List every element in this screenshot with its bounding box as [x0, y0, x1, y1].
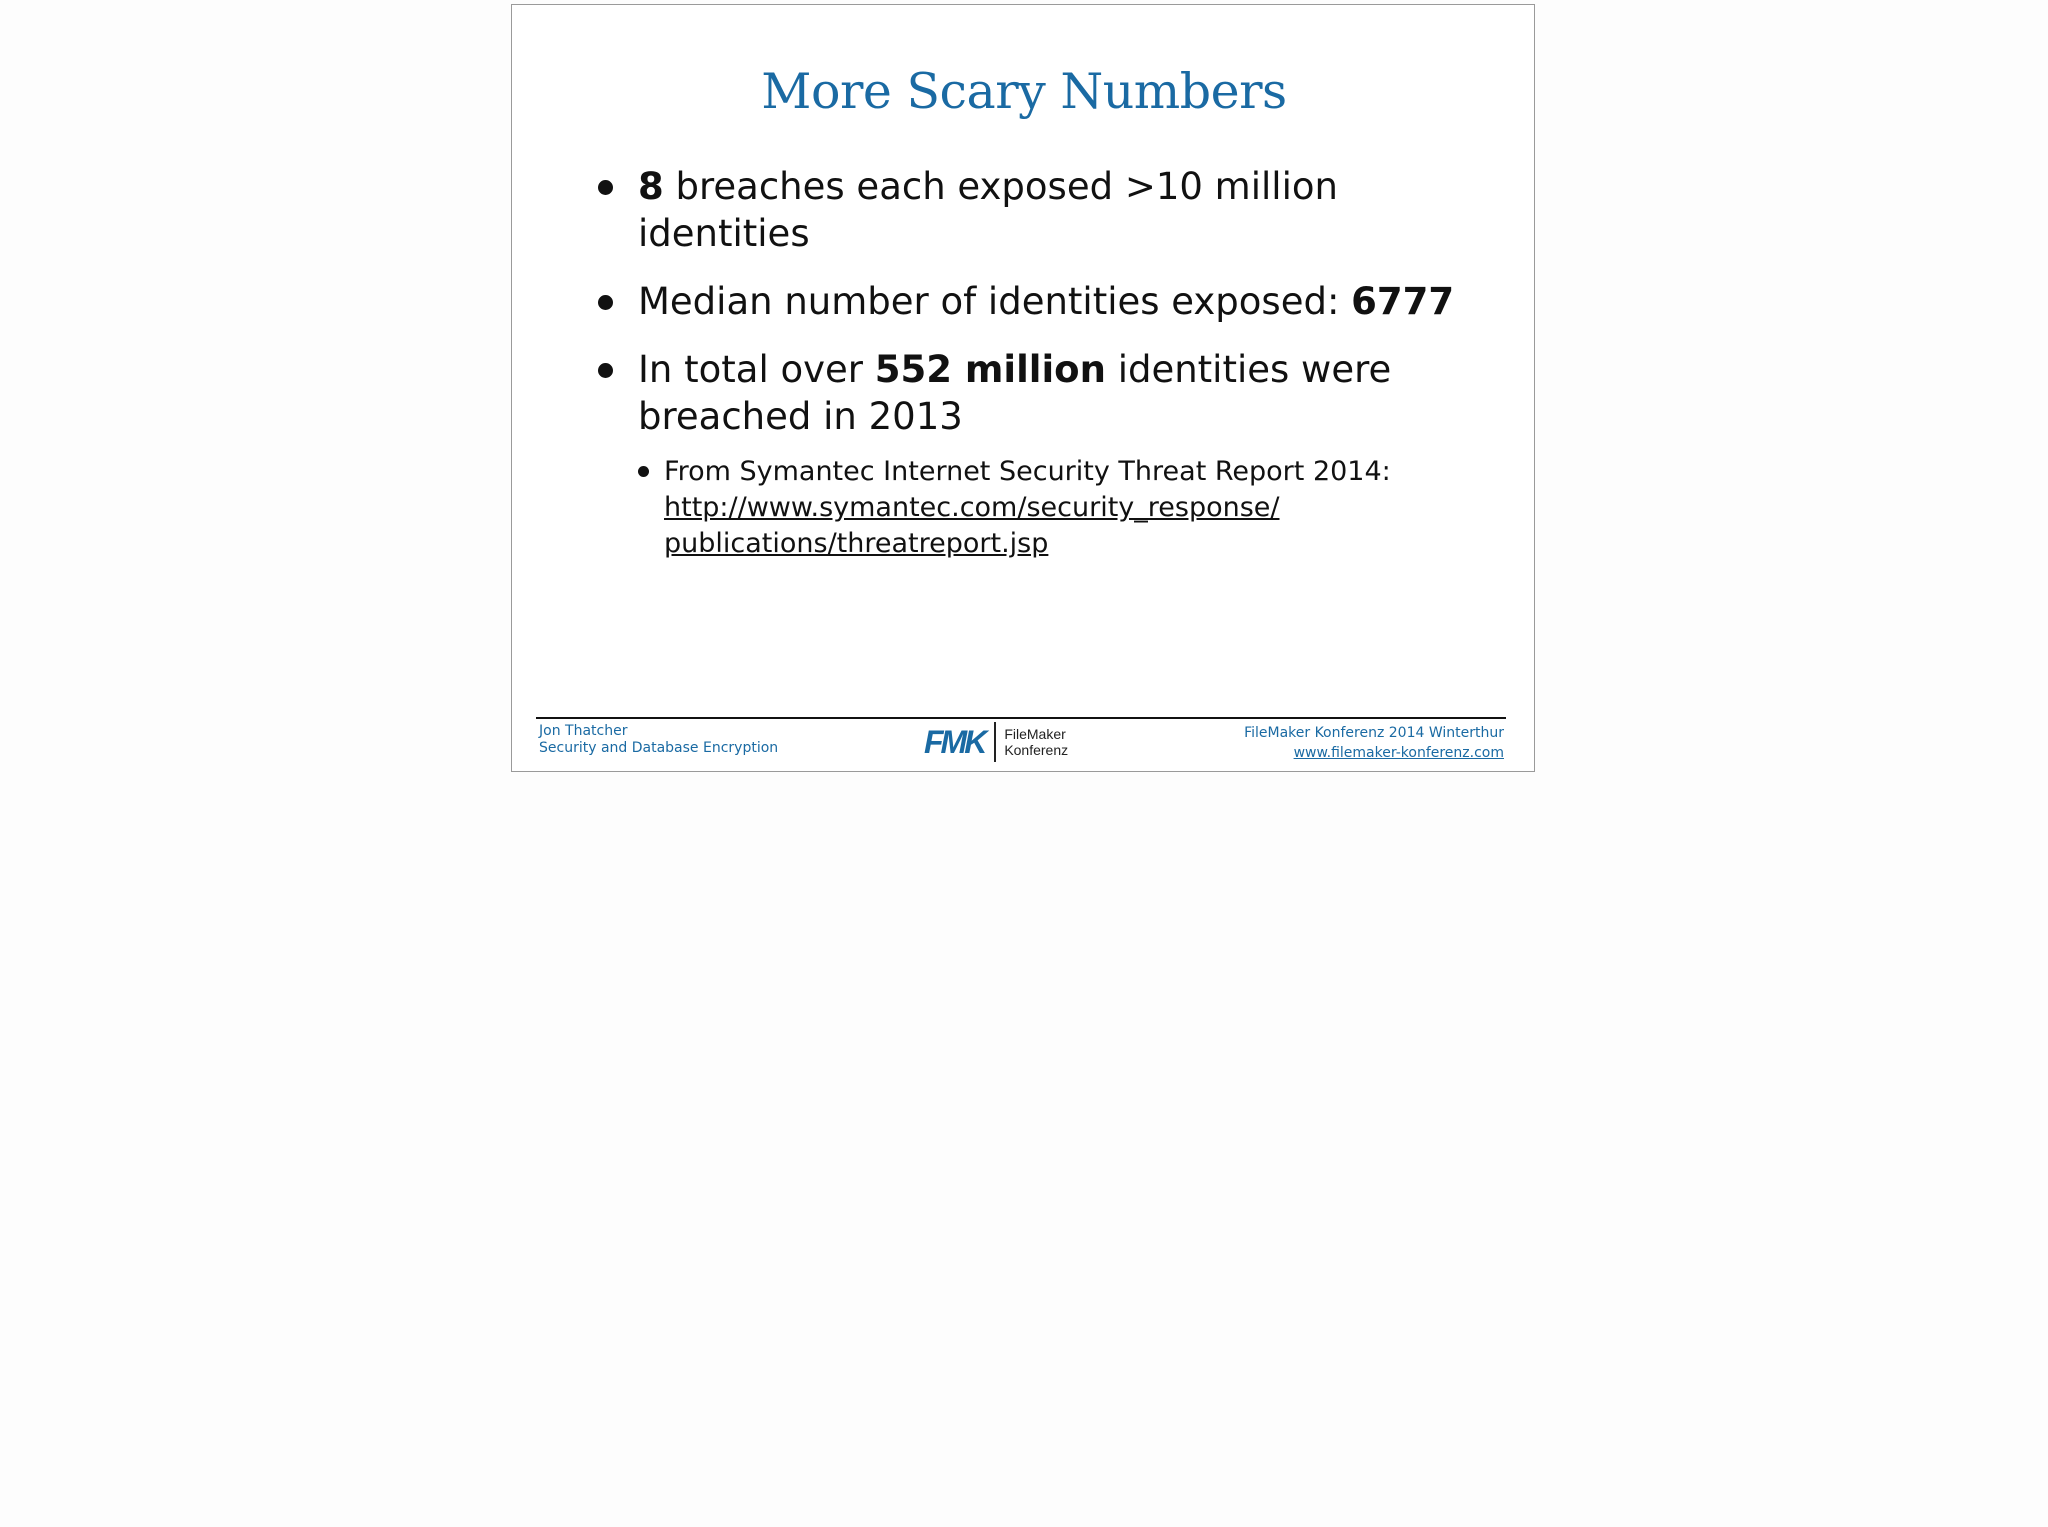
bullet-dot [598, 295, 613, 310]
bullet-text: In total over [638, 348, 875, 391]
source-link-line-2[interactable]: publications/threatreport.jsp [664, 528, 1049, 559]
bullet-list [598, 163, 1498, 583]
logo-separator [994, 722, 996, 762]
bullet-dot [598, 363, 613, 378]
bullet-bold: 8 [638, 165, 664, 208]
bullet-text: breaches each exposed >10 million identities [638, 165, 1338, 255]
bullet-dot [598, 180, 613, 195]
bullet-text: identities were breached in 2013 [638, 348, 1392, 438]
footer-url-link[interactable]: www.filemaker-konferenz.com [1293, 745, 1504, 761]
footer-left [539, 723, 778, 757]
bullet-item [598, 278, 1498, 325]
logo-mark: FMK [924, 724, 985, 760]
slide [511, 4, 1535, 772]
sub-bullet-text: From Symantec Internet Security Threat Report 2014: [664, 456, 1391, 487]
bullet-item [598, 346, 1498, 562]
bullet-bold: 6777 [1351, 280, 1455, 323]
sub-bullet-dot [638, 466, 649, 477]
sub-bullet-item [638, 454, 1498, 562]
source-link-line-1[interactable]: http://www.symantec.com/security_response/ [664, 492, 1280, 523]
footer-right [1244, 723, 1504, 763]
bullet-text: Median number of identities exposed: [638, 280, 1352, 323]
footer-talk-title: Security and Database Encryption [539, 740, 779, 756]
logo-line-2: Konferenz [1004, 742, 1069, 758]
logo-line-1: FileMaker [1004, 726, 1066, 742]
footer-divider [536, 717, 1506, 719]
footer-event: FileMaker Konferenz 2014 Winterthur [1244, 725, 1504, 741]
slide-title: More Scary Numbers [761, 63, 1287, 120]
footer-author: Jon Thatcher [539, 723, 628, 739]
fmk-logo [924, 721, 1068, 763]
bullet-bold: 552 million [874, 348, 1106, 391]
bullet-item [598, 163, 1498, 257]
logo-text [1004, 726, 1068, 758]
